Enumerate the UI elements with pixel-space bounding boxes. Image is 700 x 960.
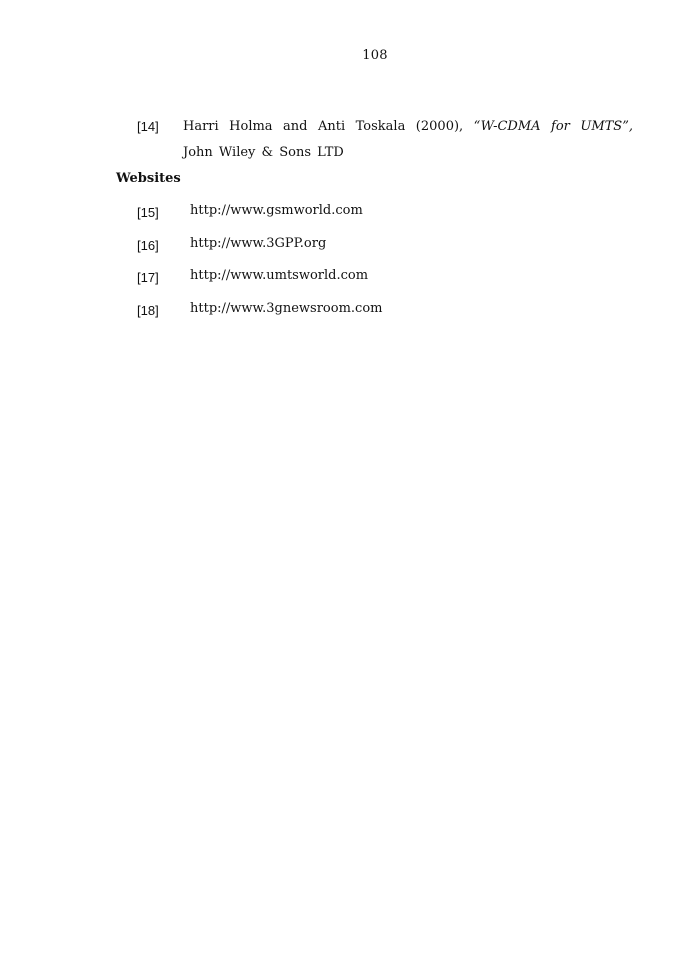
reference-number: [17]	[137, 270, 159, 285]
reference-number: [14]	[137, 119, 159, 134]
website-url: http://www.gsmworld.com	[190, 203, 363, 218]
website-url: http://www.umtsworld.com	[190, 268, 369, 283]
reference-14	[137, 114, 633, 166]
reference-number: [15]	[137, 205, 159, 220]
website-url: http://www.3GPP.org	[190, 235, 327, 251]
reference-authors-year: Harri Holma and Anti Toskala (2000),	[183, 119, 474, 134]
website-url: http://www.3gnewsroom.com	[190, 300, 383, 316]
reference-number: [16]	[137, 237, 159, 253]
websites-heading: Websites	[116, 171, 181, 186]
reference-publisher: John Wiley & Sons LTD	[183, 145, 344, 160]
reference-number: [18]	[137, 302, 159, 318]
reference-title: “W-CDMA for UMTS”,	[473, 119, 633, 134]
page-number: 108	[362, 48, 388, 63]
reference-text	[183, 114, 633, 166]
